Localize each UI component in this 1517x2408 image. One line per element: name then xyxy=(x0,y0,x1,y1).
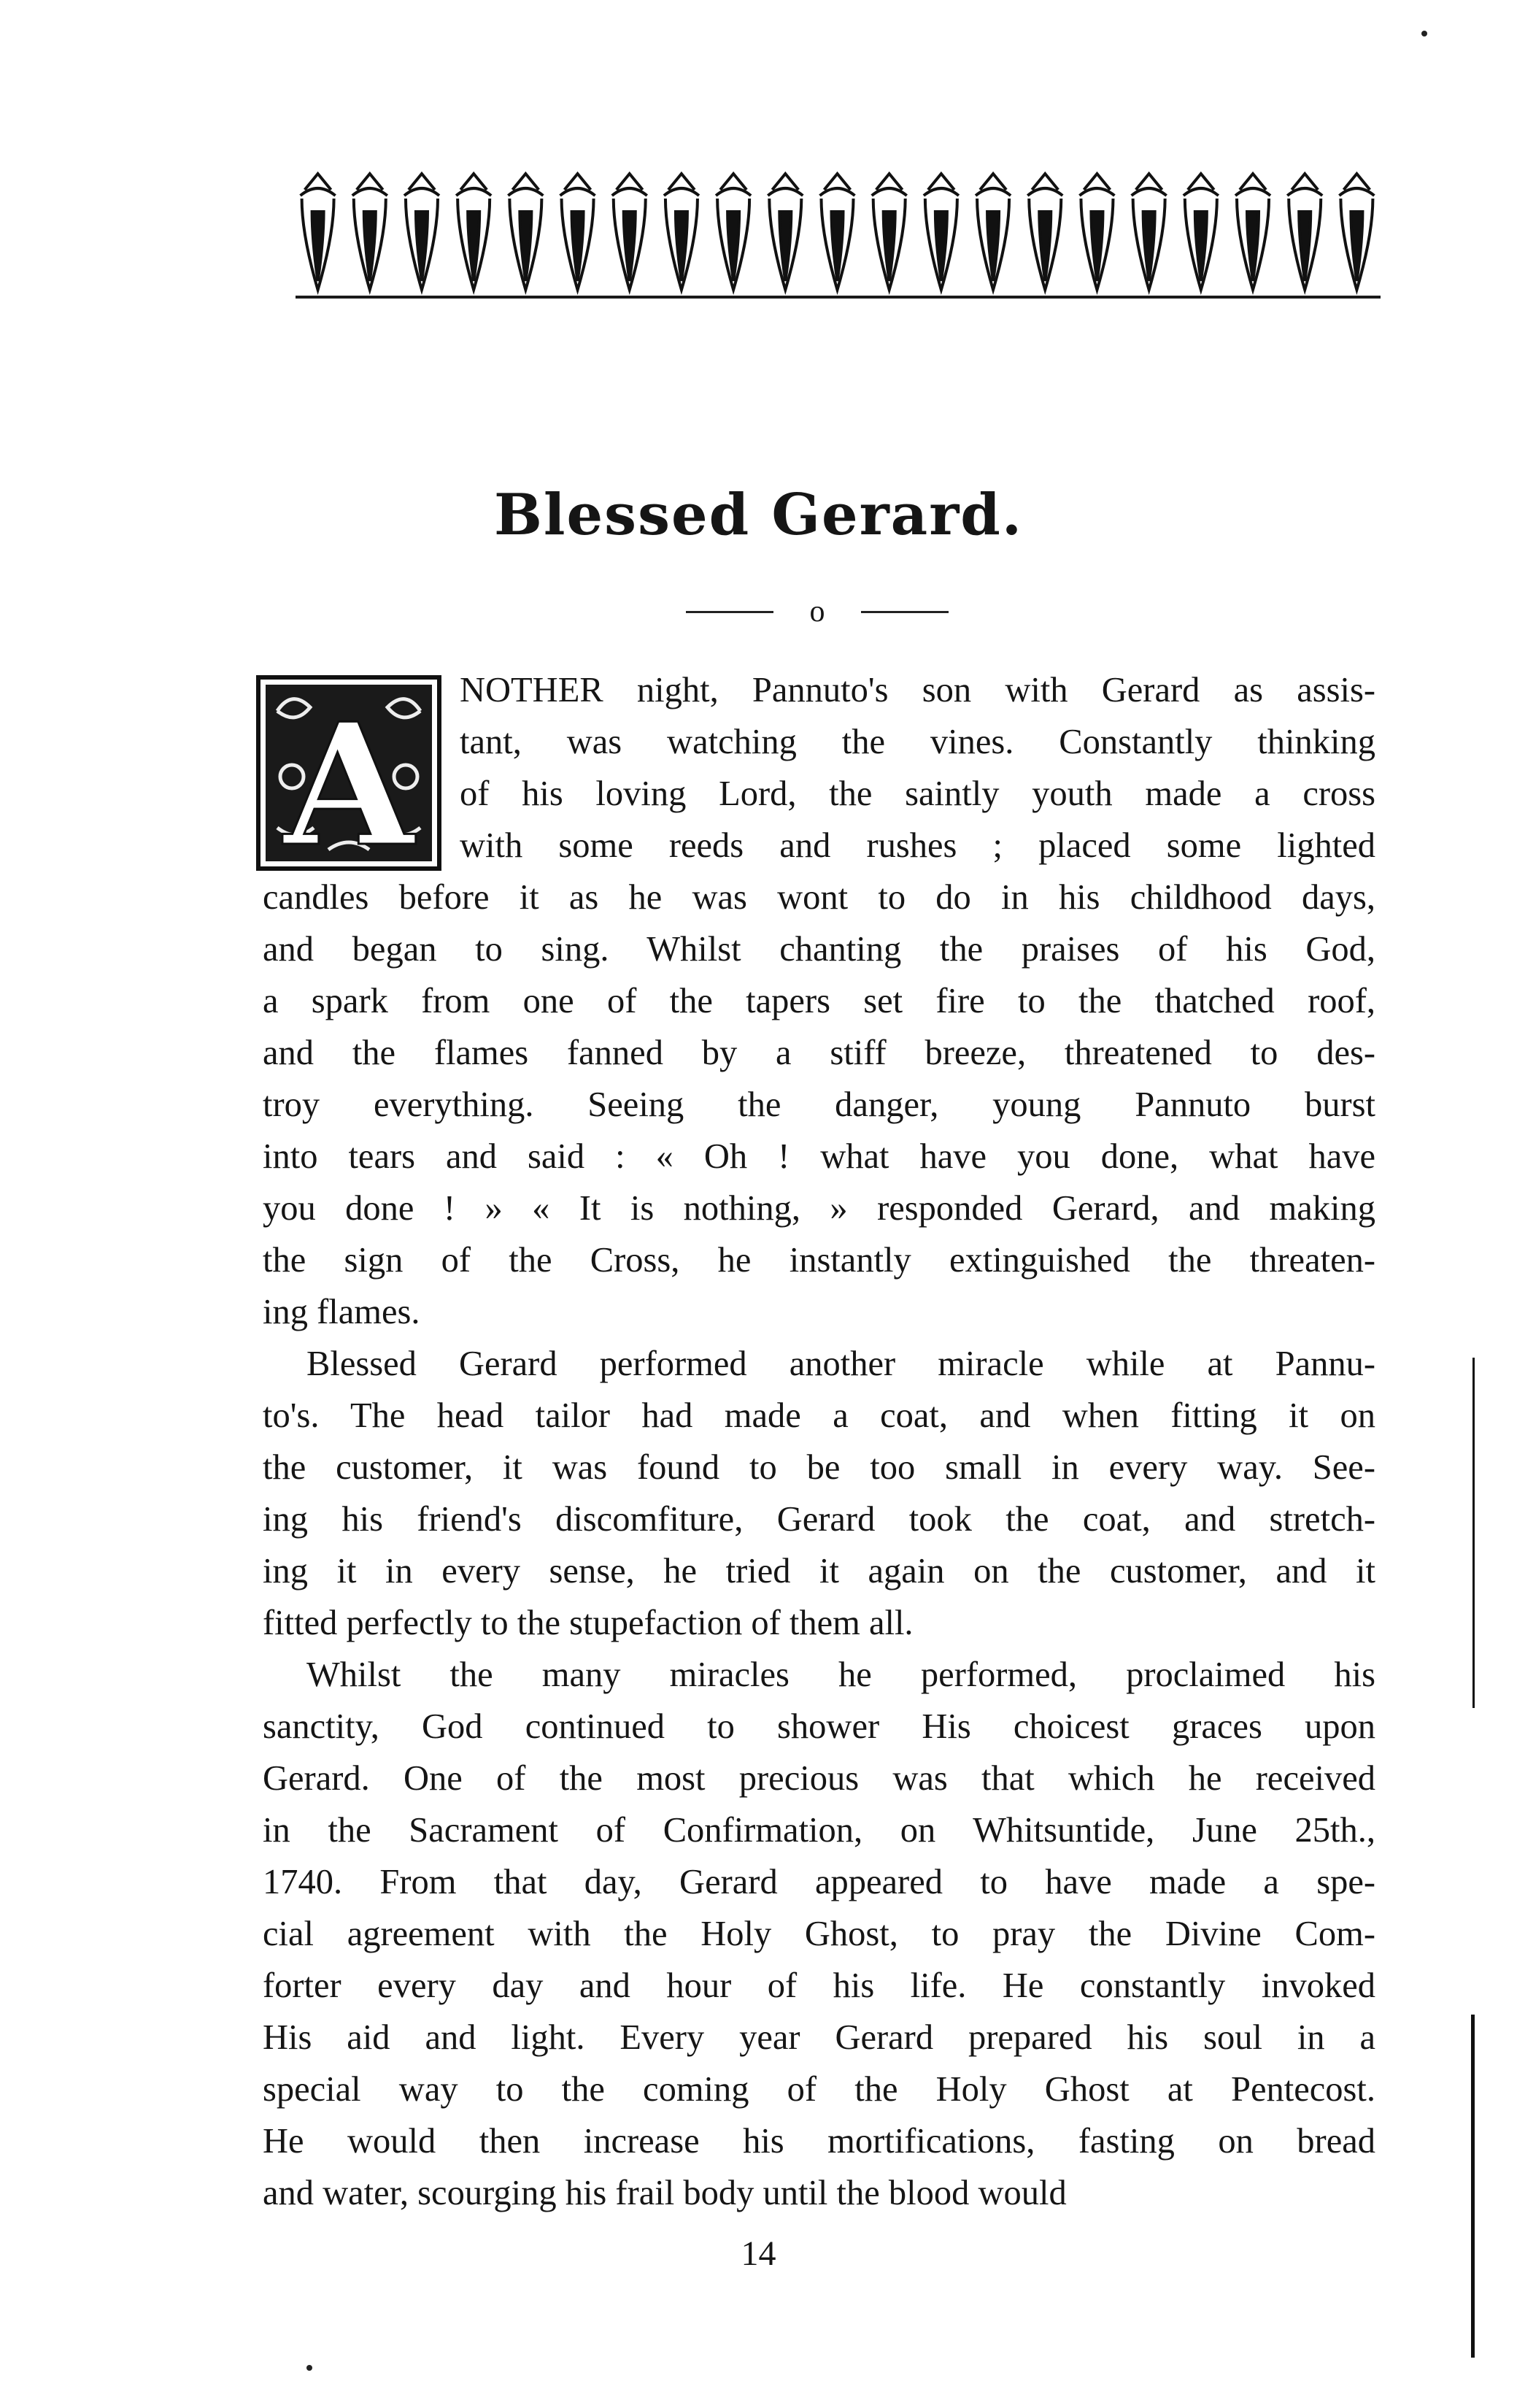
text-line: ing it in every sense, he tried it again on the customer, and it xyxy=(263,1552,1375,1590)
page-title: Blessed Gerard. xyxy=(494,482,1023,548)
text-line: in the Sacrament of Confirmation, on Whitsuntide, June 25th., xyxy=(263,1811,1375,1850)
text-line: the sign of the Cross, he instantly extinguished the threaten- xyxy=(263,1241,1375,1280)
text-line: cial agreement with the Holy Ghost, to pray the Divine Com- xyxy=(263,1915,1375,1953)
text-line: Blessed Gerard performed another miracle while at Pannu- xyxy=(306,1345,1375,1383)
text-line: of his loving Lord, the saintly youth made a cross xyxy=(460,774,1375,813)
text-line: and the flames fanned by a stiff breeze, threatened to des- xyxy=(263,1034,1375,1072)
text-line: tant, was watching the vines. Constantly thinking xyxy=(460,723,1375,761)
text-line: Gerard. One of the most precious was that which he received xyxy=(263,1759,1375,1798)
text-line: into tears and said : « Oh ! what have you done, what have xyxy=(263,1137,1375,1176)
border-rule xyxy=(296,296,1381,299)
svg-text:A: A xyxy=(283,687,414,872)
body-text xyxy=(263,664,1375,2219)
text-line: forter every day and hour of his life. He constantly invoked xyxy=(263,1966,1375,2005)
text-line: He would then increase his mortifications, fasting on bread xyxy=(263,2122,1375,2161)
separator-dash-right xyxy=(861,611,949,613)
text-line: you done ! » « It is nothing, » responded Gerard, and making xyxy=(263,1189,1375,1228)
margin-rule xyxy=(1471,2015,1475,2358)
margin-rule xyxy=(1472,1358,1475,1708)
scan-speck xyxy=(1421,31,1427,36)
text-line: troy everything. Seeing the danger, young Pannuto burst xyxy=(263,1085,1375,1124)
separator-dash-left xyxy=(686,611,773,613)
text-line: candles before it as he was wont to do in his childhood days, xyxy=(263,878,1375,917)
text-line: the customer, it was found to be too small in every way. See- xyxy=(263,1448,1375,1487)
text-line: sanctity, God continued to shower His choicest graces upon xyxy=(263,1707,1375,1746)
text-line: to's. The head tailor had made a coat, and when fitting it on xyxy=(263,1396,1375,1435)
text-line: and water, scourging his frail body until the blood would xyxy=(263,2174,1067,2212)
drop-cap xyxy=(255,674,442,872)
separator-ornament: o xyxy=(809,595,825,628)
scan-speck xyxy=(306,2365,312,2371)
text-line: with some reeds and rushes ; placed some lighted xyxy=(460,826,1375,865)
text-line: special way to the coming of the Holy Ghost at Pentecost. xyxy=(263,2070,1375,2109)
text-line: His aid and light. Every year Gerard prepared his soul in a xyxy=(263,2018,1375,2057)
text-line: and began to sing. Whilst chanting the praises of his God, xyxy=(263,930,1375,969)
text-line: fitted perfectly to the stupefaction of them all. xyxy=(263,1604,914,1642)
text-line: ing flames. xyxy=(263,1293,420,1331)
title-separator xyxy=(686,590,949,634)
text-line: Whilst the many miracles he performed, proclaimed his xyxy=(306,1655,1375,1694)
fleuron-border-icon xyxy=(292,161,1383,299)
text-line: ing his friend's discomfiture, Gerard took the coat, and stretch- xyxy=(263,1500,1375,1539)
ornamental-initial-icon xyxy=(255,674,442,872)
text-line: NOTHER night, Pannuto's son with Gerard as assis- xyxy=(460,671,1375,709)
text-line: a spark from one of the tapers set fire to the thatched roof, xyxy=(263,982,1375,1020)
text-line: 1740. From that day, Gerard appeared to have made a spe- xyxy=(263,1863,1375,1901)
page-number: 14 xyxy=(741,2234,776,2273)
decorative-border xyxy=(292,161,1383,299)
